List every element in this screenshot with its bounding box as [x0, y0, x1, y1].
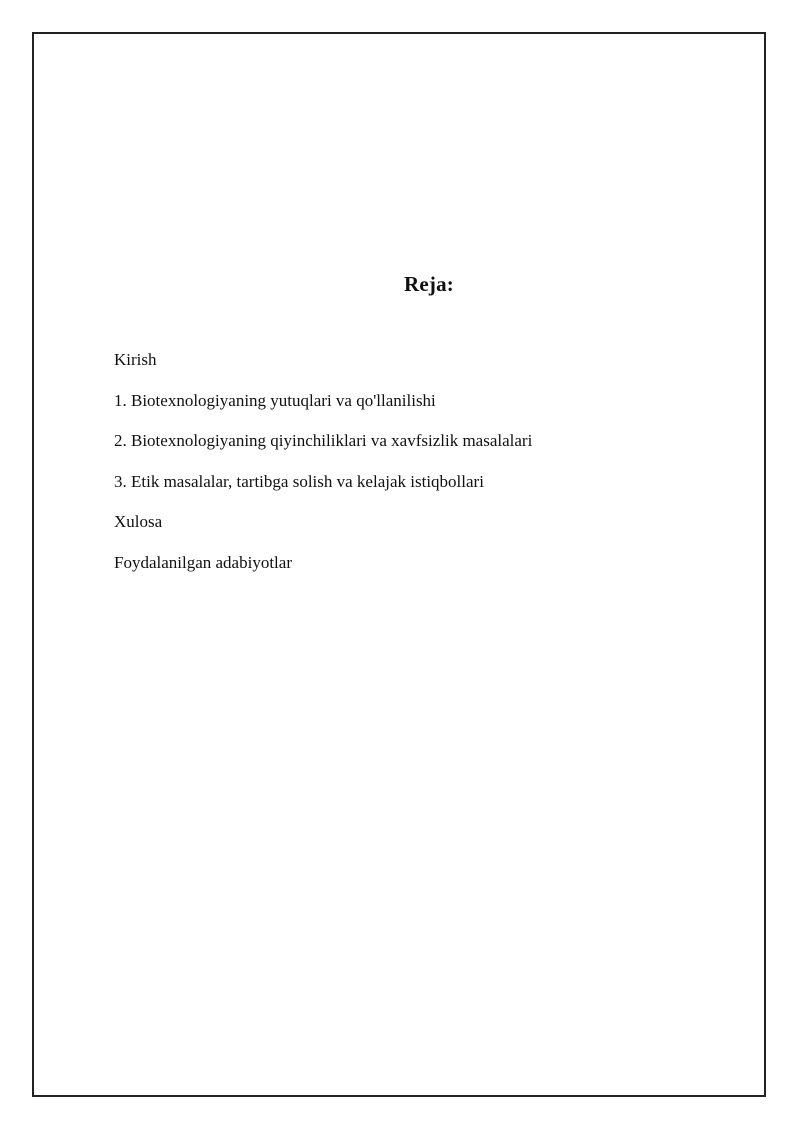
page-title: Reja: — [404, 272, 454, 296]
toc-item-references: Foydalanilgan adabiyotlar — [114, 552, 292, 572]
toc-item-conclusion: Xulosa — [114, 512, 163, 531]
toc-item-introduction: Kirish — [114, 350, 157, 369]
toc-item-section-2: 2. Biotexnologiyaning qiyinchiliklari va xavfsizlik masalalari — [114, 431, 533, 450]
toc-item-section-3: 3. Etik masalalar, tartibga solish va kelajak istiqbollari — [114, 471, 484, 491]
table-of-contents — [114, 350, 532, 593]
toc-item-section-1: 1. Biotexnologiyaning yutuqlari va qo'llanilishi — [114, 390, 436, 410]
